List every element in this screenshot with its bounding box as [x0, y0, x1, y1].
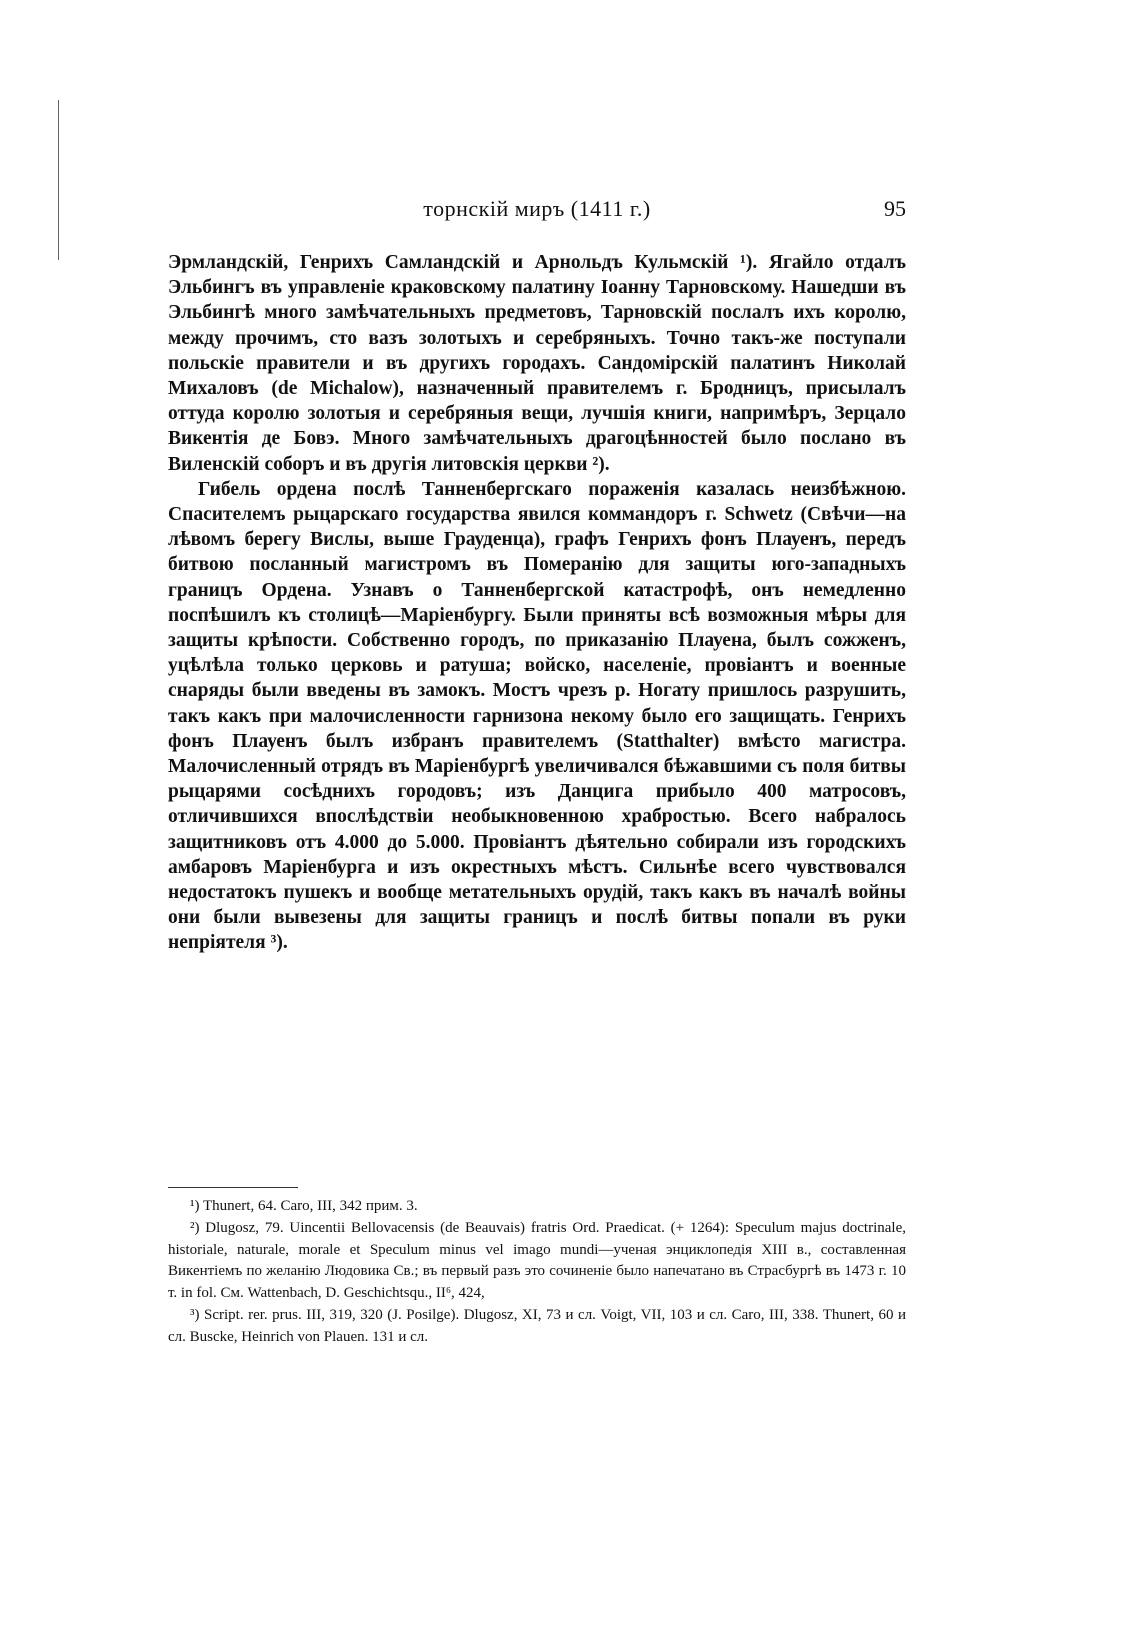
footnotes [168, 1196, 906, 1349]
page-number: 95 [884, 196, 906, 221]
footnote-1: ¹) Thunert, 64. Caro, III, 342 прим. 3. [190, 1198, 418, 1214]
paragraph-2: Гибель ордена послѣ Танненбергскаго пораженія казалась неизбѣжною. Спасителемъ рыцарскаго государства явился коммандоръ г. Schwetz (Свѣчи—на лѣвомъ берегу Вислы, выше Грауденца), графъ Генрихъ фонъ Плауенъ, передъ битвою посланный магистромъ въ Померанію для защиты юго-западныхъ границъ Ордена. Узнавъ о Танненбергской катастрофѣ, онъ немедленно поспѣшилъ къ столицѣ—Маріенбургу. Были приняты всѣ возможныя мѣры для защиты крѣпости. Собственно городъ, по приказанію Плауена, былъ сожженъ, уцѣлѣла только церковь и ратуша; войско, населеніе, провіантъ и военные снаряды были введены въ замокъ. Мостъ чрезъ р. Ногату пришлось разрушить, такъ какъ при малочисленности гарнизона некому было его защищать. Генрихъ фонъ Плауенъ былъ избранъ правителемъ (Statthalter) вмѣсто магистра. Малочисленный отрядъ въ Маріенбургѣ увеличивался бѣжавшими съ поля битвы рыцарями сосѣднихъ городовъ; изъ Данцига прибыло 400 матросовъ, отличившихся впослѣдствіи необыкновенною храбростью. Всего набралось защитниковъ отъ 4.000 до 5.000. Провіантъ дѣятельно собирали изъ городскихъ амбаровъ Маріенбурга и изъ окрестныхъ мѣстъ. Сильнѣе всего чувствовался недостатокъ пушекъ и вообще метательныхъ орудій, такъ какъ въ началѣ войны они были вывезены для защиты границъ и послѣ битвы попали въ руки непріятеля ³). [168, 478, 906, 954]
running-title: торнскій миръ (1411 г.) [423, 196, 651, 221]
footnote-2: ²) Dlugosz, 79. Uincentii Bellovacensis (de Beauvais) fratris Ord. Praedicat. (+ 1264): Speculum majus doctrinale, historiale, naturale, morale et Speculum minus vel imago mundi—ученая энциклопедія XIII в., составленная Викентіемъ по желанію Людовика Св.; въ первый разъ это сочиненіе было напечатано въ Страсбургѣ въ 1473 г. 10 т. in fol. См. Wattenbach, D. Geschichtsqu., II⁶, 424, [168, 1219, 906, 1302]
footnote-3: ³) Script. rer. prus. III, 319, 320 (J. Posilge). Dlugosz, XI, 73 и сл. Voigt, VII, 103 и сл. Caro, III, 338. Thunert, 60 и сл. Buscke, Heinrich von Plauen. 131 и сл. [168, 1306, 906, 1345]
margin-rule [58, 100, 59, 260]
paragraph-1: Эрмландскій, Генрихъ Самландскій и Арнольдъ Кульмскій ¹). Ягайло отдалъ Эльбингъ въ управленіе краковскому палатину Іоанну Тарновскому. Нашедши въ Эльбингѣ много замѣчательныхъ предметовъ, Тарновскій послалъ ихъ королю, между прочимъ, сто вазъ золотыхъ и серебряныхъ. Точно такъ-же поступали польскіе правители и въ другихъ городахъ. Сандомірскій палатинъ Николай Михаловъ (de Michalow), назначенный правителемъ г. Бродницъ, присылалъ оттуда королю золотыя и серебряныя вещи, лучшія книги, напримѣръ, Зерцало Викентія де Бовэ. Много замѣчательныхъ драгоцѣнностей было послано въ Виленскій соборъ и въ другія литовскія церкви ²). [168, 252, 906, 475]
main-text [168, 250, 906, 956]
footnote-rule [168, 1187, 298, 1188]
running-head [168, 196, 906, 232]
